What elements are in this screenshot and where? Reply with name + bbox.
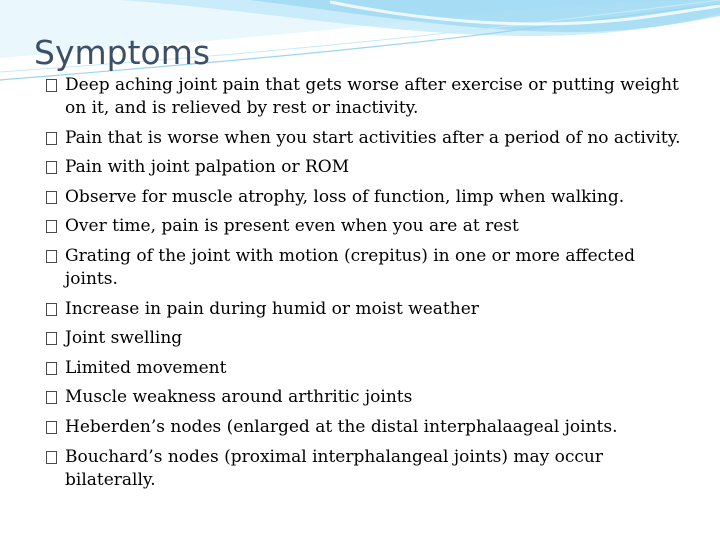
list-item-text: Joint swelling — [65, 328, 183, 349]
list-item-text: Observe for muscle atrophy, loss of function, limp when walking. — [65, 186, 625, 207]
square-bullet-icon — [46, 421, 57, 434]
square-bullet-icon — [46, 451, 57, 464]
square-bullet-icon — [46, 79, 57, 92]
list-item-text: Increase in pain during humid or moist weather — [65, 298, 479, 319]
list-item — [46, 245, 686, 291]
list-item — [46, 416, 686, 439]
list-item — [46, 386, 686, 409]
list-item-text: Deep aching joint pain that gets worse after exercise or putting weight on it, and is relieved by rest or inactivity. — [65, 75, 679, 118]
list-item-text: Muscle weakness around arthritic joints — [65, 387, 413, 408]
square-bullet-icon — [46, 250, 57, 263]
list-item-text: Bouchard’s nodes (proximal interphalangeal joints) may occur bilaterally. — [65, 446, 603, 490]
list-item-text: Heberden’s nodes (enlarged at the distal interphalaageal joints. — [65, 416, 618, 437]
list-item-text: Pain with joint palpation or ROM — [65, 157, 350, 178]
square-bullet-icon — [46, 362, 57, 375]
list-item — [46, 357, 686, 380]
list-item-text: Limited movement — [65, 357, 227, 378]
list-item — [46, 298, 686, 321]
square-bullet-icon — [46, 391, 57, 404]
square-bullet-icon — [46, 220, 57, 233]
list-item — [46, 127, 686, 150]
list-item — [46, 74, 686, 120]
square-bullet-icon — [46, 332, 57, 345]
list-item-text: Pain that is worse when you start activities after a period of no activity. — [65, 127, 681, 148]
square-bullet-icon — [46, 132, 57, 145]
list-item — [46, 446, 686, 492]
square-bullet-icon — [46, 191, 57, 204]
list-item — [46, 186, 686, 209]
square-bullet-icon — [46, 161, 57, 174]
square-bullet-icon — [46, 303, 57, 316]
list-item-text: Over time, pain is present even when you are at rest — [65, 216, 519, 237]
list-item — [46, 156, 686, 179]
page-title: Symptoms — [34, 33, 211, 72]
list-item — [46, 327, 686, 350]
symptom-list — [46, 74, 686, 498]
list-item-text: Grating of the joint with motion (crepitus) in one or more affected joints. — [65, 245, 635, 289]
list-item — [46, 215, 686, 238]
